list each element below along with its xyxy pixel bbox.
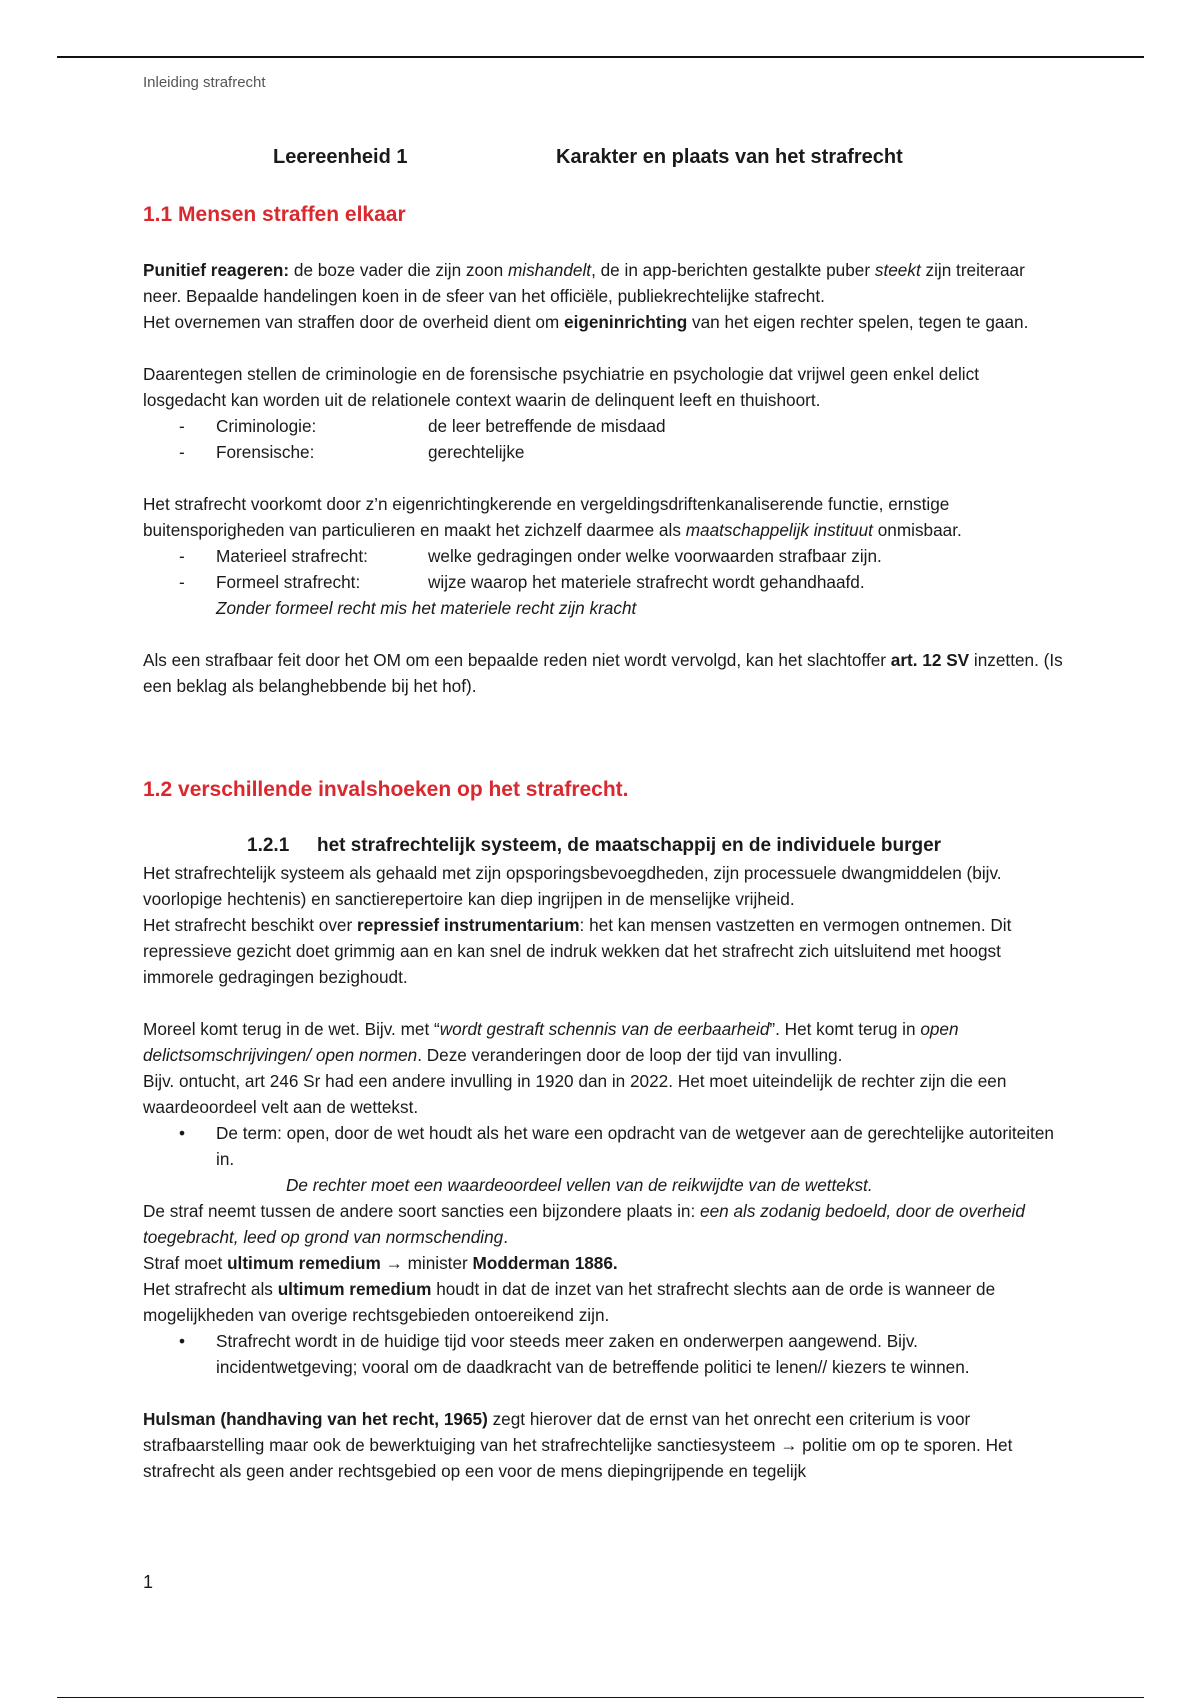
section-heading-1-2: 1.2 verschillende invalshoeken op het strafrecht. [143,778,629,801]
section-1-2-body [143,860,1063,1484]
paragraph: Het strafrecht beschikt over repressief instrumentarium: het kan mensen vastzetten en vermogen ontnemen. Dit repressieve gezicht doet grimmig aan en kan snel de indruk wekken dat het strafrecht zich uitsluitend met hoogst immorele gedragingen bezighoudt. [143,915,1012,987]
paragraph: Het strafrecht voorkomt door z’n eigenrichtingkerende en vergeldingsdriftenkanaliserende functie, ernstige buitensporigheden van particulieren en maakt het zichzelf daarmee als maatschappelijk instituut onmisbaar. [143,494,962,540]
page-title [273,146,973,172]
list-item: - Formeel strafrecht: wijze waarop het materiele strafrecht wordt gehandhaafd. [179,572,865,592]
list-item: - Forensische: gerechtelijke [179,442,525,462]
paragraph: Moreel komt terug in de wet. Bijv. met “wordt gestraft schennis van de eerbaarheid”. Het komt terug in open delictsomschrijvingen/ open normen. Deze veranderingen door de loop der tijd van invulling. [143,1019,959,1065]
list-item: - Criminologie: de leer betreffende de misdaad [179,416,666,436]
running-header: Inleiding strafrecht [143,74,266,91]
title-subject: Karakter en plaats van het strafrecht [556,146,903,168]
section-heading-1-1: 1.1 Mensen straffen elkaar [143,203,406,226]
list-item: • Strafrecht wordt in de huidige tijd voor steeds meer zaken en onderwerpen aangewend. Bijv. incidentwetgeving; vooral om de daadkracht van de betreffende politici te lenen// kiezers te winnen. [179,1331,970,1377]
paragraph: Straf moet ultimum remedium → minister Modderman 1886. [143,1253,618,1273]
paragraph: Hulsman (handhaving van het recht, 1965) zegt hierover dat de ernst van het onrecht een criterium is voor strafbaarstelling maar ook de bewerktuiging van het strafrechtelijke sanctiesysteem → politie om op te sporen. Het strafrecht als geen ander rechtsgebied op een voor de mens diepingrijpende en tegelijk [143,1409,1013,1481]
paragraph: Daarentegen stellen de criminologie en de forensische psychiatrie en psychologie dat vrijwel geen enkel delict losgedacht kan worden uit de relationele context waarin de delinquent leeft en thuishoort. [143,364,979,410]
note: Zonder formeel recht mis het materiele recht zijn kracht [216,598,637,618]
paragraph: Bijv. ontucht, art 246 Sr had een andere invulling in 1920 dan in 2022. Het moet uiteindelijk de rechter zijn die een waardeoordeel velt aan de wettekst. [143,1071,1007,1117]
list-item: - Materieel strafrecht: welke gedragingen onder welke voorwaarden strafbaar zijn. [179,546,882,566]
paragraph: Punitief reageren: de boze vader die zijn zoon mishandelt, de in app-berichten gestalkte puber steekt zijn treiteraar neer. Bepaalde handelingen koen in de sfeer van het officiële, publiekrechtelijke stafrecht. [143,260,1025,306]
paragraph: Het strafrecht als ultimum remedium houdt in dat de inzet van het strafrecht slechts aan de orde is wanneer de mogelijkheden van overige rechtsgebieden ontoereikend zijn. [143,1279,996,1325]
section-1-1-body [143,257,1063,699]
title-unit: Leereenheid 1 [273,146,408,168]
paragraph: Als een strafbaar feit door het OM om een bepaalde reden niet wordt vervolgd, kan het slachtoffer art. 12 SV inzetten. (Is een beklag als belanghebbende bij het hof). [143,650,1063,696]
paragraph: Het overnemen van straffen door de overheid dient om eigeninrichting van het eigen rechter spelen, tegen te gaan. [143,312,1029,332]
page-number: 1 [143,1572,154,1592]
subsection-heading-1-2-1: 1.2.1 het strafrechtelijk systeem, de maatschappij en de individuele burger [247,835,942,856]
header-rule [57,56,1144,58]
paragraph: De straf neemt tussen de andere soort sancties een bijzondere plaats in: een als zodanig bedoeld, door de overheid toegebracht, leed op grond van normschending. [143,1201,1025,1247]
list-item: • De term: open, door de wet houdt als het ware een opdracht van de wetgever aan de gerechtelijke autoriteiten in. [179,1123,1054,1169]
footer-rule [57,1697,1144,1698]
note: De rechter moet een waardeoordeel vellen van de reikwijdte van de wettekst. [286,1175,873,1195]
paragraph: Het strafrechtelijk systeem als gehaald met zijn opsporingsbevoegdheden, zijn processuele dwangmiddelen (bijv. voorlopige hechtenis) en sanctierepertoire kan diep ingrijpen in de menselijke vrijheid. [143,863,1002,909]
